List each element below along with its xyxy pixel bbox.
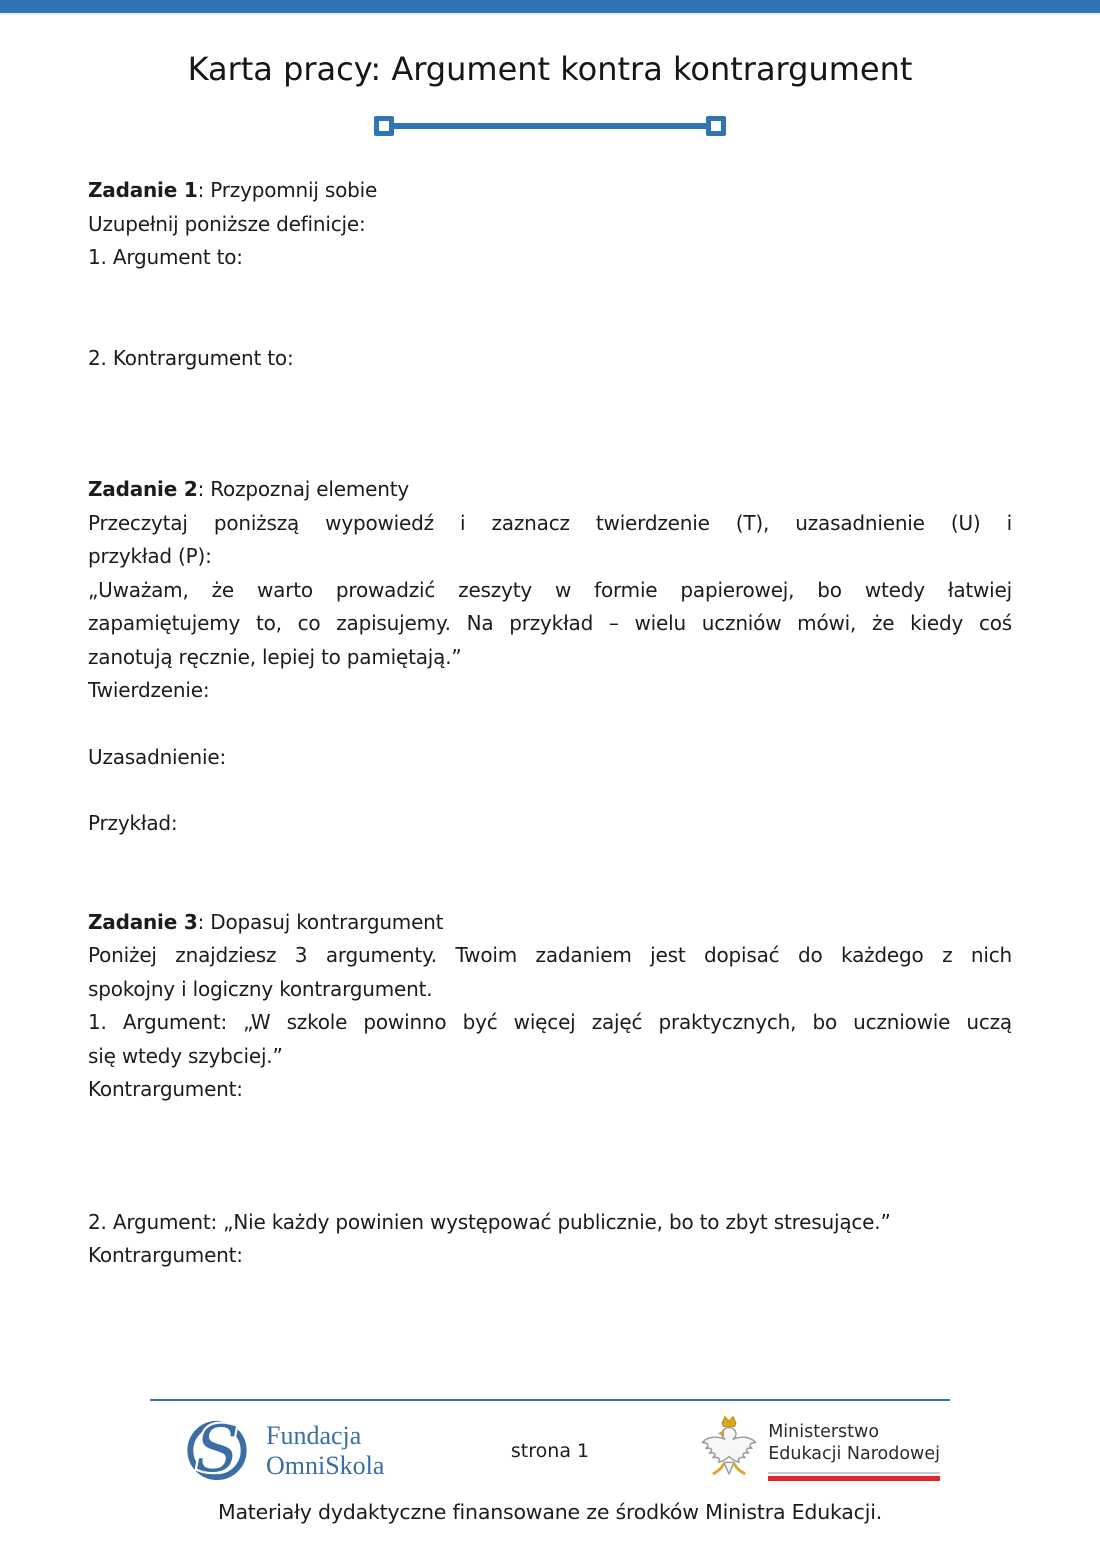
worksheet-content — [0, 174, 1100, 1273]
answer-space-argument-definition — [88, 275, 1012, 342]
answer-space-justification — [88, 774, 1012, 807]
title-divider — [0, 115, 1100, 137]
polish-eagle-icon — [700, 1413, 758, 1489]
task2-section — [88, 473, 1012, 906]
svg-text:S: S — [195, 1412, 239, 1486]
divider-square-left-icon — [374, 116, 394, 136]
task2-heading — [88, 473, 1012, 507]
task3-instruction-line: Poniżej znajdziesz 3 argumenty. Twoim zadaniem jest dopisać do każdego z nich — [88, 943, 1012, 967]
task2-quote-line: „Uważam, że warto prowadzić zeszyty w formie papierowej, bo wtedy łatwiej — [88, 577, 1012, 602]
answer-space-claim — [88, 708, 1012, 741]
foundation-logo — [150, 1412, 384, 1490]
funding-note: Materiały dydaktyczne finansowane ze środków Ministra Edukacji. — [217, 1499, 883, 1524]
task2-instruction-line: Przeczytaj poniższą wypowiedź i zaznacz twierdzenie (T), uzasadnienie (U) i — [88, 510, 1012, 535]
task2-instruction-line: przykład (P): — [88, 544, 212, 568]
task1-heading-title: : Przypomnij sobie — [197, 178, 378, 202]
page-title: Karta pracy: Argument kontra kontrargument — [187, 50, 913, 88]
task3-section — [88, 906, 1012, 1273]
answer-space-counterargument-1 — [88, 1107, 1012, 1206]
task2-quote-line: zapamiętujemy to, co zapisujemy. Na przykład – wielu uczniów mówi, że kiedy coś — [88, 611, 1012, 635]
task2-justification-label: Uzasadnienie: — [88, 744, 226, 769]
task3-counter1-label: Kontrargument: — [88, 1077, 243, 1101]
task3-argument1-line: się wtedy szybciej.” — [88, 1043, 283, 1068]
footer — [150, 1409, 950, 1493]
foundation-name-line2: OmniSkola — [266, 1450, 385, 1480]
foundation-name-line1: Fundacja — [266, 1420, 362, 1450]
task3-argument2-line: 2. Argument: „Nie każdy powinien występować publicznie, bo to zbyt stresujące.” — [88, 1209, 891, 1234]
page-number: strona 1 — [510, 1439, 590, 1462]
task2-quote-line: zanotują ręcznie, lepiej to pamiętają.” — [88, 644, 462, 669]
task1-item1-label: 1. Argument to: — [88, 245, 243, 269]
task1-heading-number: Zadanie 1 — [88, 178, 198, 202]
answer-space-counterargument-definition — [88, 375, 1012, 473]
task3-instruction-line: spokojny i logiczny kontrargument. — [88, 976, 433, 1001]
task1-heading — [88, 174, 1012, 208]
task3-heading — [88, 906, 1012, 940]
task3-argument1-line: 1. Argument: „W szkole powinno być więcej zajęć praktycznych, bo uczniowie uczą — [88, 1010, 1012, 1034]
footer-divider — [150, 1399, 950, 1401]
answer-space-example — [88, 841, 1012, 906]
top-accent-bar — [0, 0, 1100, 15]
poland-flag-stripe — [768, 1472, 940, 1481]
divider-line — [394, 123, 706, 129]
task1-item2-label: 2. Kontrargument to: — [88, 345, 294, 370]
task1-instruction: Uzupełnij poniższe definicje: — [88, 211, 366, 236]
task1-section — [88, 174, 1012, 473]
ministry-logo — [700, 1413, 950, 1489]
divider-square-right-icon — [706, 116, 726, 136]
task2-claim-label: Twierdzenie: — [88, 678, 210, 702]
ministry-name-line1: Ministerstwo — [768, 1421, 880, 1442]
task2-heading-number: Zadanie 2 — [88, 477, 198, 501]
omniskola-monogram-icon — [180, 1412, 254, 1490]
task3-counter2-label: Kontrargument: — [88, 1243, 243, 1267]
task3-heading-number: Zadanie 3 — [88, 909, 198, 934]
task2-heading-title: : Rozpoznaj elementy — [197, 477, 409, 501]
ministry-name-line2: Edukacji Narodowej — [768, 1443, 940, 1464]
task2-example-label: Przykład: — [88, 811, 178, 835]
task3-heading-title: : Dopasuj kontrargument — [197, 909, 444, 934]
